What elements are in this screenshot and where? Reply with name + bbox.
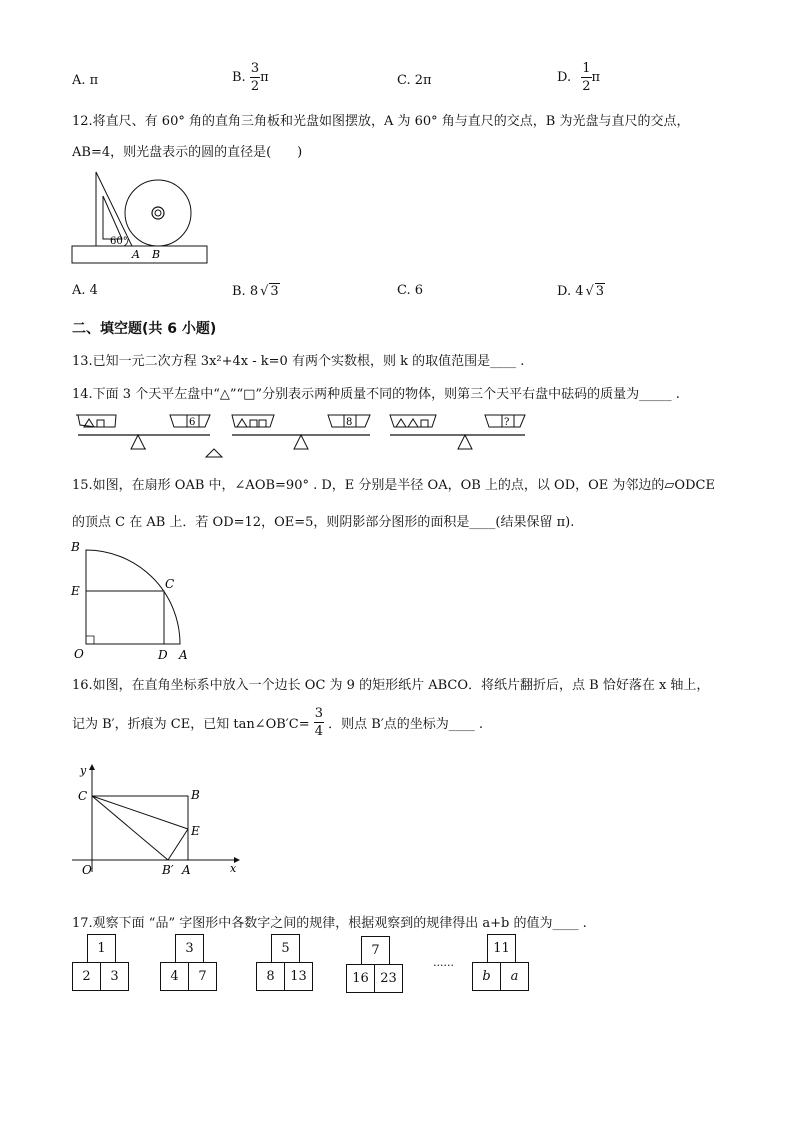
q13-text: 13.已知一元二次方程 3x²+4x - k=0 有两个实数根，则 k 的取值范围是____ . xyxy=(72,354,525,369)
q15-line1: 15.如图，在扇形 OAB 中，∠AOB=90° . D，E 分别是半径 OA，OB 上的点，以 OD，OE 为邻边的▱ODCE xyxy=(72,478,715,493)
rectangle-odce xyxy=(86,591,164,644)
label-c: C xyxy=(78,789,88,803)
q16-line1: 16.如图，在直角坐标系中放入一个边长 OC 为 9 的矩形纸片 ABCO．将纸片翻折后，点 B 恰好落在 x 轴上， xyxy=(72,678,710,693)
disc xyxy=(125,180,191,246)
label-o: O xyxy=(82,863,92,877)
q14-balances xyxy=(70,405,530,465)
weight-label-1: 6 xyxy=(189,417,196,428)
weight-label-2: 8 xyxy=(346,417,353,428)
label-b-prime: B′ xyxy=(162,863,174,877)
set-square-inner xyxy=(103,196,122,239)
q11-option-c: C. 2π xyxy=(397,73,432,88)
q17-text: 17.观察下面 “品” 字图形中各数字之间的规律，根据观察到的规律得出 a+b 的值为____ . xyxy=(72,916,587,931)
q12-option-b: B. 8 √ 3 xyxy=(232,284,279,299)
q12-option-c: C. 6 xyxy=(397,283,424,298)
q15-figure xyxy=(66,538,196,663)
q11-option-a: A. π xyxy=(72,73,99,88)
point-b-label: B xyxy=(152,248,161,261)
label-o: O xyxy=(74,647,84,661)
q12-option-a: A. 4 xyxy=(72,283,98,298)
q12-figure xyxy=(70,168,215,268)
label-a: A xyxy=(179,648,188,662)
label-e: E xyxy=(71,584,80,598)
section-title: 二、填空题(共 6 小题) xyxy=(72,321,217,337)
q14-text: 14.下面 3 个天平左盘中“△”“□”分别表示两种质量不同的物体，则第三个天平右盘中砝码的质量为_____ . xyxy=(72,387,680,402)
label-c: C xyxy=(165,577,175,591)
disc-hole-outer xyxy=(152,207,164,219)
q12-line1: 12.将直尺、有 60° 角的直角三角板和光盘如图摆放，A 为 60° 角与直尺的交点，B 为光盘与直尺的交点， xyxy=(72,114,690,129)
set-square xyxy=(96,172,132,246)
label-y: y xyxy=(80,764,87,777)
balance-1 xyxy=(76,415,222,457)
angle-label: 60° xyxy=(110,236,128,247)
q11-option-d: D. $\frac{1}{2}$ π xyxy=(557,61,601,94)
label-x: x xyxy=(230,862,237,875)
label-b: B xyxy=(71,540,80,554)
label-e: E xyxy=(191,824,200,838)
weight-label-3: ? xyxy=(504,417,510,428)
q12-line2: AB=4，则光盘表示的圆的直径是( ) xyxy=(72,145,303,160)
disc-hole-inner xyxy=(155,210,161,216)
balance-3 xyxy=(390,415,525,449)
sector xyxy=(86,550,180,644)
label-a: A xyxy=(182,863,191,877)
point-a-label: A xyxy=(132,248,140,261)
q12-option-d: D. 4 √ 3 xyxy=(557,284,605,299)
q17-ellipsis: ...... xyxy=(433,956,454,969)
label-d: D xyxy=(158,648,168,662)
q15-line2: 的顶点 C 在 AB 上．若 OD=12，OE=5，则阴影部分图形的面积是____(结果保留 π). xyxy=(72,515,575,530)
q11-option-b: B. $\frac{3}{2}$ π xyxy=(232,61,269,94)
balance-2 xyxy=(232,415,370,449)
label-b: B xyxy=(191,788,200,802)
q16-figure xyxy=(68,760,243,880)
q16-line2: 记为 B′，折痕为 CE，已知 tan∠OB′C= $\frac{3}{4}$ ．则点 B′点的坐标为____ . xyxy=(72,706,484,739)
